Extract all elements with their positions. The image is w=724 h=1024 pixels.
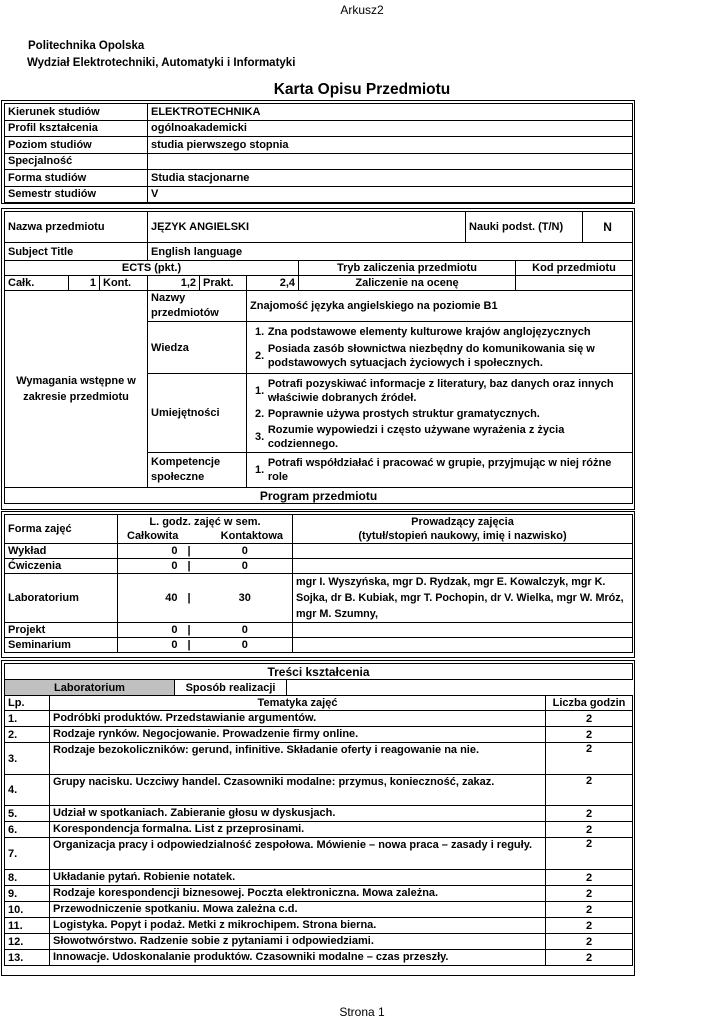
form-header: Forma zajęć	[5, 515, 118, 544]
requirement-text: Potrafi współdziałać i pracować w grupie, przyjmując w niej różne role	[267, 457, 612, 483]
topic-text: Innowacje. Udoskonalanie produktów. Czasowniki modalne – czas przeszły.	[50, 950, 546, 966]
class-hours-separator: |	[181, 574, 198, 623]
info-row	[5, 120, 633, 137]
class-teachers	[293, 638, 633, 653]
topic-hours: 2	[546, 918, 633, 934]
topic-text: Słowotwórstwo. Radzenie sobie z pytaniami i odpowiedziami.	[50, 934, 546, 950]
requirement-item	[255, 376, 629, 406]
requirement-text: Poprawnie używa prostych struktur gramatycznych.	[267, 408, 540, 420]
topic-row	[5, 886, 633, 902]
class-form: Wykład	[5, 544, 118, 559]
class-hours-contact: 0	[198, 559, 293, 574]
class-row	[5, 623, 633, 638]
requirement-text: Zna podstawowe elementy kulturowe krajów anglojęzycznych	[267, 326, 591, 338]
class-row	[5, 559, 633, 574]
info-value: V	[148, 186, 633, 203]
topic-number: 1.	[5, 711, 50, 727]
topic-row	[5, 950, 633, 966]
topic-number: 9.	[5, 886, 50, 902]
hours-header	[118, 515, 293, 544]
info-value: ogólnoakademicki	[148, 120, 633, 137]
info-label: Forma studiów	[5, 170, 148, 187]
basic-sciences-label: Nauki podst. (T/N)	[466, 212, 583, 243]
subject-code	[516, 276, 633, 291]
content-title: Treści kształcenia	[5, 664, 633, 680]
class-teachers	[293, 623, 633, 638]
info-row	[5, 186, 633, 203]
info-row	[5, 104, 633, 121]
subject-table	[4, 211, 633, 504]
info-row	[5, 170, 633, 187]
topic-text: Rodzaje korespondencji biznesowej. Poczta elektroniczna. Mowa zależna.	[50, 886, 546, 902]
class-hours-total: 0	[118, 638, 181, 653]
hours-contact-header: Kontaktowa	[220, 530, 283, 542]
class-hours-contact: 0	[198, 638, 293, 653]
faculty-name: Wydział Elektrotechniki, Automatyki i Informatyki	[27, 57, 296, 69]
class-row	[5, 638, 633, 653]
topic-row	[5, 870, 633, 886]
class-hours-total: 0	[118, 559, 181, 574]
info-label: Semestr studiów	[5, 186, 148, 203]
info-value	[148, 153, 633, 170]
topic-hours: 2	[546, 775, 633, 806]
topic-number: 7.	[5, 838, 50, 870]
hours-header-label: L. godz. zajęć w sem.	[149, 516, 261, 528]
info-row	[5, 137, 633, 154]
info-value: ELEKTROTECHNIKA	[148, 104, 633, 121]
subject-name: JĘZYK ANGIELSKI	[148, 212, 466, 243]
skills-label: Umiejętności	[148, 374, 247, 453]
subject-name-label: Nazwa przedmiotu	[5, 212, 148, 243]
topic-hours: 2	[546, 711, 633, 727]
class-hours-contact: 0	[198, 623, 293, 638]
assessment-mode-header: Tryb zaliczenia przedmiotu	[299, 261, 516, 276]
requirement-item	[255, 340, 629, 372]
topic-number: 8.	[5, 870, 50, 886]
topic-text: Przewodniczenie spotkaniu. Mowa zależna c.d.	[50, 902, 546, 918]
topic-row	[5, 806, 633, 822]
topic-text: Logistyka. Popyt i podaż. Metki z mikrochipem. Strona bierna.	[50, 918, 546, 934]
realization-label: Sposób realizacji	[175, 680, 287, 696]
hours-subheaders	[121, 529, 289, 543]
ects-total-label: Całk.	[5, 276, 69, 291]
requirement-number: 1.	[255, 326, 265, 338]
info-value: Studia stacjonarne	[148, 170, 633, 187]
class-hours-contact: 30	[198, 574, 293, 623]
topic-number: 10.	[5, 902, 50, 918]
knowledge-list	[247, 322, 633, 374]
topic-header: Tematyka zajęć	[50, 696, 546, 711]
social-competences-list	[247, 453, 633, 488]
hours-total-header: Całkowita	[127, 530, 179, 542]
page-title: Karta Opisu Przedmiotu	[273, 81, 451, 98]
topic-row	[5, 934, 633, 950]
ects-header: ECTS (pkt.)	[5, 261, 299, 276]
topic-hours: 2	[546, 902, 633, 918]
info-value: studia pierwszego stopnia	[148, 137, 633, 154]
topic-text: Korespondencja formalna. List z przeprosinami.	[50, 822, 546, 838]
topic-text: Organizacja pracy i odpowiedzialność zespołowa. Mówienie – nowa praca – zasady i reguły.	[50, 838, 546, 870]
topic-text: Rodzaje bezokoliczników: gerund, infinitive. Składanie oferty i reagowanie na nie.	[50, 743, 546, 775]
class-teachers	[293, 559, 633, 574]
assessment-mode: Zaliczenie na ocenę	[299, 276, 516, 291]
requirement-text: Potrafi pozyskiwać informacje z literatury, baz danych oraz innych właściwie dobranych źródeł.	[267, 378, 614, 404]
requirement-number: 2.	[255, 408, 265, 420]
subject-code-header: Kod przedmiotu	[516, 261, 633, 276]
program-title: Program przedmiotu	[5, 488, 633, 504]
topic-row	[5, 727, 633, 743]
sheet-name: Arkusz2	[340, 3, 384, 17]
subject-title: English language	[148, 243, 633, 261]
topic-row	[5, 902, 633, 918]
requirement-item	[255, 406, 629, 422]
teacher-header-label: Prowadzący zajęcia	[411, 516, 514, 528]
classes-table	[4, 514, 633, 653]
topic-row	[5, 743, 633, 775]
ects-total: 1	[69, 276, 100, 291]
teacher-subheader: (tytuł/stopień naukowy, imię i nazwisko)	[358, 530, 567, 542]
requirement-number: 3.	[255, 431, 265, 443]
class-form: Laboratorium	[5, 574, 118, 623]
ects-practical: 2,4	[247, 276, 299, 291]
topic-row	[5, 775, 633, 806]
content-type: Laboratorium	[5, 680, 175, 696]
topic-number: 3.	[5, 743, 50, 775]
topic-hours: 2	[546, 870, 633, 886]
topic-number: 6.	[5, 822, 50, 838]
subject-title-label: Subject Title	[5, 243, 148, 261]
study-info-table	[4, 103, 633, 203]
topic-hours: 2	[546, 934, 633, 950]
topic-row	[5, 918, 633, 934]
topic-row	[5, 838, 633, 870]
class-hours-total: 0	[118, 623, 181, 638]
content-table	[4, 663, 633, 966]
requirement-item	[255, 422, 629, 452]
topic-number: 11.	[5, 918, 50, 934]
requirement-text: Posiada zasób słownictwa niezbędny do komunikowania się w podstawowych sytuacjach życiowych i społecznych.	[267, 343, 595, 369]
class-hours-separator: |	[181, 623, 198, 638]
topic-text: Udział w spotkaniach. Zabieranie głosu w dyskusjach.	[50, 806, 546, 822]
knowledge-label: Wiedza	[148, 322, 247, 374]
topic-text: Grupy nacisku. Uczciwy handel. Czasowniki modalne: przymus, konieczność, zakaz.	[50, 775, 546, 806]
topic-number: 12.	[5, 934, 50, 950]
class-hours-separator: |	[181, 638, 198, 653]
class-hours-total: 0	[118, 544, 181, 559]
social-competences-label: Kompetencje społeczne	[148, 453, 247, 488]
class-hours-separator: |	[181, 544, 198, 559]
requirements-label: Wymagania wstępne w zakresie przedmiotu	[5, 291, 148, 488]
topic-hours: 2	[546, 727, 633, 743]
no-header: Lp.	[5, 696, 50, 711]
ects-contact-label: Kont.	[100, 276, 148, 291]
topic-hours: 2	[546, 886, 633, 902]
topic-hours-header: Liczba godzin	[546, 696, 633, 711]
requirement-item	[255, 455, 629, 485]
page-footer: Strona 1	[339, 1005, 385, 1019]
topic-number: 4.	[5, 775, 50, 806]
class-teachers	[293, 544, 633, 559]
prior-subjects-label: Nazwy przedmiotów	[148, 291, 247, 322]
info-row	[5, 153, 633, 170]
class-hours-total: 40	[118, 574, 181, 623]
class-form: Projekt	[5, 623, 118, 638]
class-hours-separator: |	[181, 559, 198, 574]
university-name: Politechnika Opolska	[28, 40, 145, 52]
topic-number: 2.	[5, 727, 50, 743]
topic-row	[5, 822, 633, 838]
teacher-header	[293, 515, 633, 544]
ects-practical-label: Prakt.	[200, 276, 247, 291]
ects-contact: 1,2	[148, 276, 200, 291]
topic-hours: 2	[546, 806, 633, 822]
topic-text: Rodzaje rynków. Negocjowanie. Prowadzenie firmy online.	[50, 727, 546, 743]
class-row	[5, 544, 633, 559]
requirement-number: 1.	[255, 385, 265, 397]
topic-hours: 2	[546, 743, 633, 775]
requirement-number: 2.	[255, 350, 265, 362]
skills-list	[247, 374, 633, 453]
info-label: Poziom studiów	[5, 137, 148, 154]
topic-text: Podróbki produktów. Przedstawianie argumentów.	[50, 711, 546, 727]
info-label: Profil kształcenia	[5, 120, 148, 137]
prior-subjects-value: Znajomość języka angielskiego na poziomie B1	[247, 291, 633, 322]
info-label: Specjalność	[5, 153, 148, 170]
topic-hours: 2	[546, 950, 633, 966]
realization-blank	[287, 680, 633, 696]
class-teachers: mgr I. Wyszyńska, mgr D. Rydzak, mgr E. Kowalczyk, mgr K. Sojka, dr B. Kubiak, mgr T. Pochopin, dr V. Wielka, mgr W. Mróz, mgr M. Szumny,	[293, 574, 633, 623]
class-form: Seminarium	[5, 638, 118, 653]
topic-row	[5, 711, 633, 727]
topic-number: 5.	[5, 806, 50, 822]
class-form: Ćwiczenia	[5, 559, 118, 574]
topic-number: 13.	[5, 950, 50, 966]
requirement-item	[255, 324, 629, 340]
requirement-number: 1.	[255, 464, 265, 476]
basic-sciences-value: N	[583, 212, 633, 243]
class-hours-contact: 0	[198, 544, 293, 559]
info-label: Kierunek studiów	[5, 104, 148, 121]
class-row	[5, 574, 633, 623]
topic-text: Układanie pytań. Robienie notatek.	[50, 870, 546, 886]
requirement-text: Rozumie wypowiedzi i często używane wyrażenia z życia codziennego.	[267, 424, 565, 450]
topic-hours: 2	[546, 838, 633, 870]
topic-hours: 2	[546, 822, 633, 838]
